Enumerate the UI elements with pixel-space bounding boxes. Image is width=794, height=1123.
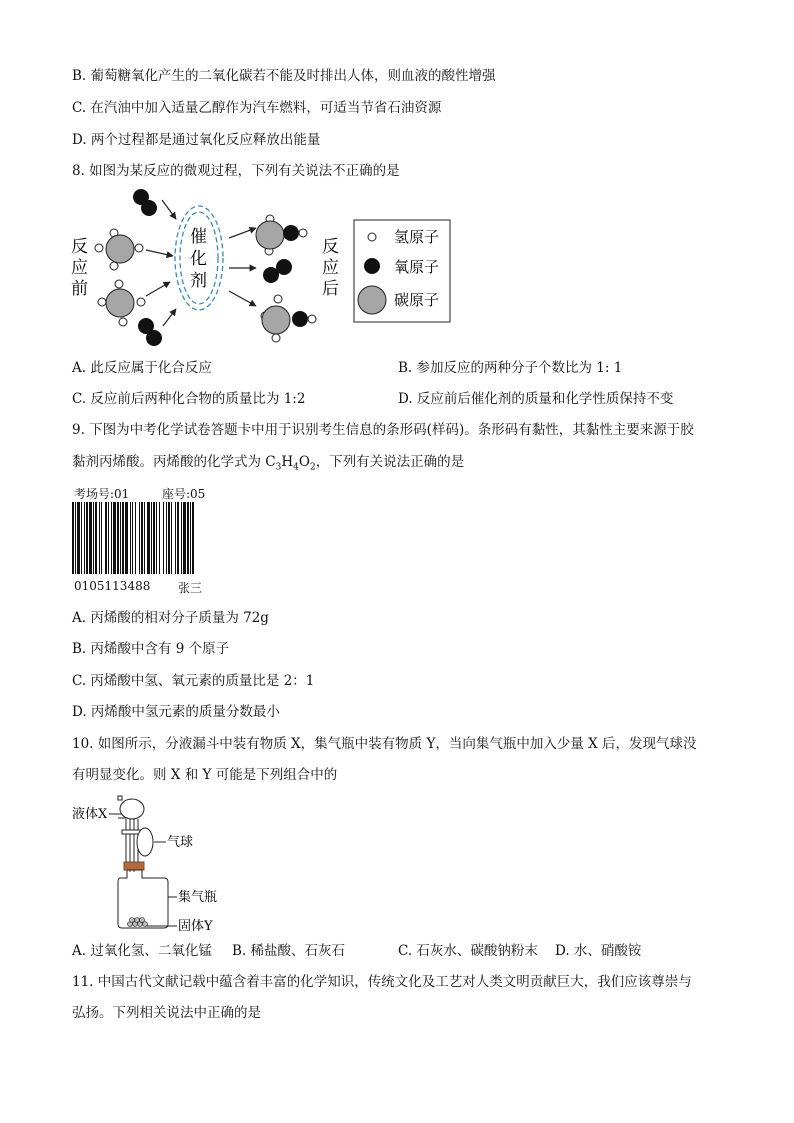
q9-option-d: D. 丙烯酸中氢元素的质量分数最小 bbox=[72, 704, 280, 720]
q10-stem-line1: 10. 如图所示，分液漏斗中装有物质 X，集气瓶中装有物质 Y，当向集气瓶中加入少量 X 后，发现气球没 bbox=[72, 736, 697, 752]
after-label-1: 反 bbox=[322, 237, 339, 257]
q8-stem: 8. 如图为某反应的微观过程，下列有关说法不正确的是 bbox=[72, 163, 400, 179]
oxygen-molecule-3 bbox=[263, 259, 292, 283]
after-label-2: 应 bbox=[322, 258, 339, 278]
before-label-1: 反 bbox=[71, 237, 88, 257]
q9-option-b: B. 丙烯酸中含有 9 个原子 bbox=[72, 641, 230, 657]
q7-option-d: D. 两个过程都是通过氧化反应释放出能量 bbox=[72, 132, 321, 148]
q10-option-b: B. 稀盐酸、石灰石 bbox=[232, 943, 346, 959]
q8-option-b: B. 参加反应的两种分子个数比为 1: 1 bbox=[398, 360, 623, 376]
oxygen-molecule-2 bbox=[138, 318, 162, 346]
legend-hydrogen: 氢原子 bbox=[394, 228, 440, 246]
methanol-molecule-1 bbox=[256, 215, 307, 255]
reaction-diagram bbox=[66, 186, 456, 352]
label-liquid-x: 液体X bbox=[72, 807, 108, 822]
label-solid-y: 固体Y bbox=[178, 919, 213, 934]
q10-option-c: C. 石灰水、碳酸钠粉末 bbox=[398, 943, 538, 959]
methane-molecule-2 bbox=[98, 280, 145, 326]
q10-stem-line2: 有明显变化。则 X 和 Y 可能是下列组合中的 bbox=[72, 767, 338, 783]
legend bbox=[354, 220, 450, 322]
q9-option-c: C. 丙烯酸中氢、氧元素的质量比是 2：1 bbox=[72, 673, 315, 689]
q9-stem-line1: 9. 下图为中考化学试卷答题卡中用于识别考生信息的条形码(样码)。条形码有黏性，其黏性主要来源于胶 bbox=[72, 422, 694, 438]
q8-option-d: D. 反应前后催化剂的质量和化学性质保持不变 bbox=[398, 391, 674, 407]
q10-option-d: D. 水、硝酸铵 bbox=[555, 943, 642, 959]
q11-stem-line2: 弘扬。下列相关说法中正确的是 bbox=[72, 1005, 261, 1021]
methane-molecule-1 bbox=[95, 229, 143, 270]
barcode-seat: 座号:05 bbox=[162, 487, 206, 501]
label-bottle: 集气瓶 bbox=[178, 890, 218, 905]
barcode-name: 张三 bbox=[178, 581, 203, 595]
q8-option-a: A. 此反应属于化合反应 bbox=[72, 360, 212, 376]
catalyst-label-3: 剂 bbox=[190, 271, 207, 291]
before-label-2: 应 bbox=[71, 258, 88, 278]
q9-stem-line2: 黏剂丙烯酸。丙烯酸的化学式为 $C_3H_4O_2$，下列有关说法正确的是 bbox=[72, 454, 465, 473]
q11-stem-line1: 11. 中国古代文献记载中蕴含着丰富的化学知识，传统文化及工艺对人类文明贡献巨大，我们应该尊崇与 bbox=[72, 974, 692, 990]
q9-option-a: A. 丙烯酸的相对分子质量为 72g bbox=[72, 610, 269, 626]
catalyst-label-1: 催 bbox=[190, 227, 207, 247]
catalyst-label-2: 化 bbox=[190, 249, 207, 269]
before-label-3: 前 bbox=[71, 279, 88, 299]
q7-option-b: B. 葡萄糖氧化产生的二氧化碳若不能及时排出人体，则血液的酸性增强 bbox=[72, 68, 496, 84]
barcode-number: 0105113488 bbox=[74, 579, 151, 593]
oxygen-molecule-1 bbox=[133, 189, 157, 216]
q8-option-c: C. 反应前后两种化合物的质量比为 1:2 bbox=[72, 391, 306, 407]
q10-option-a: A. 过氧化氢、二氧化锰 bbox=[72, 943, 212, 959]
legend-oxygen: 氧原子 bbox=[394, 258, 440, 276]
barcode-image bbox=[72, 502, 220, 574]
barcode-room: 考场号:01 bbox=[74, 487, 130, 501]
methanol-molecule-2 bbox=[261, 295, 316, 342]
q7-option-c: C. 在汽油中加入适量乙醇作为汽车燃料，可适当节省石油资源 bbox=[72, 100, 442, 116]
after-label-3: 后 bbox=[322, 279, 339, 299]
label-balloon: 气球 bbox=[167, 835, 194, 850]
legend-carbon: 碳原子 bbox=[394, 291, 440, 309]
apparatus-diagram bbox=[72, 790, 232, 938]
